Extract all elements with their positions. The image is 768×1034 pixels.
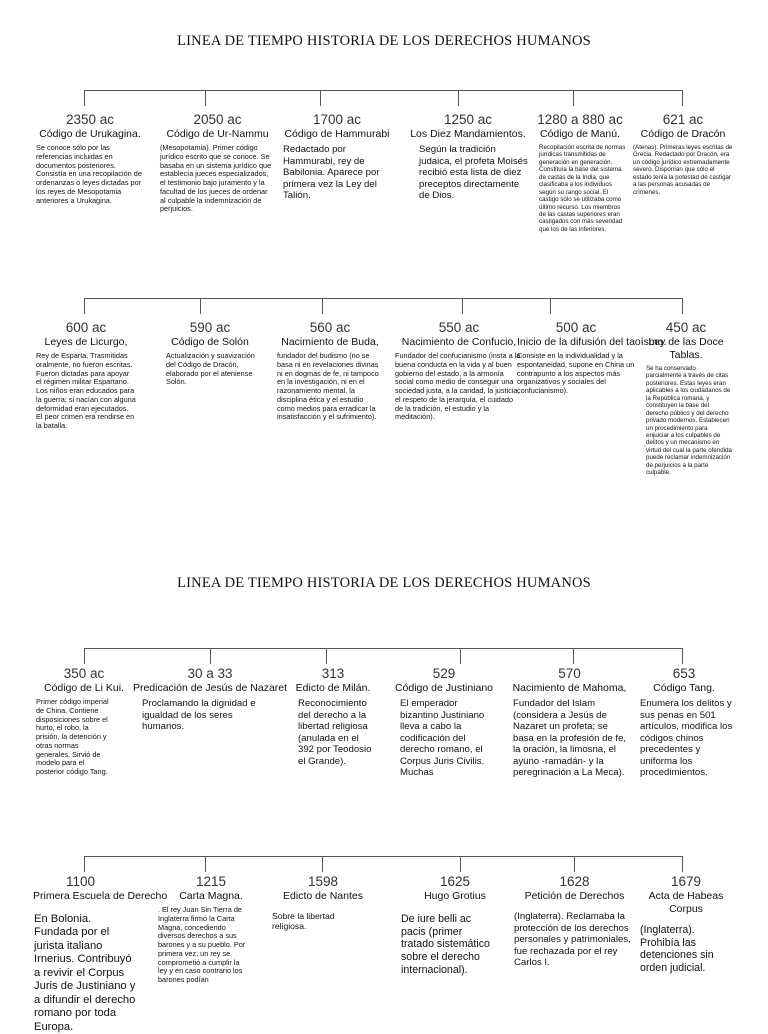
timeline-event — [517, 320, 667, 396]
timeline-tick — [682, 856, 683, 872]
event-year: 1628 — [559, 874, 590, 889]
timeline-tick — [84, 298, 85, 314]
timeline-tick — [205, 90, 206, 106]
event-year: 1700 ac — [312, 112, 362, 127]
event-year: 1679 — [670, 874, 702, 889]
timeline-event — [277, 320, 383, 422]
timeline-event — [634, 874, 738, 975]
timeline-event — [160, 320, 260, 387]
timeline-tick — [322, 856, 323, 872]
event-description: De iure belli ac pacis (primer tratado sistemático sobre el derecho internacional). — [401, 913, 490, 976]
event-title: Código de Justiniano — [394, 682, 494, 694]
event-description: Primer código imperial de China. Contiene disposiciones sobre el hurto, el robo, la prisión, la detención y otras normas generales. Sirvió de modelo para el posterior código Tang. — [36, 697, 109, 776]
event-title: Hugo Grotius — [424, 890, 486, 902]
event-year: 1280 a 880 ac — [537, 112, 623, 127]
event-year: 529 — [432, 666, 456, 681]
timeline-tick — [682, 298, 683, 314]
timeline-event — [36, 320, 136, 431]
event-title: Código de Ur-Nammu — [166, 128, 269, 140]
event-description: Sobre la libertad religiosa. — [272, 911, 335, 932]
event-title: Nacimiento de Mahoma, — [512, 682, 627, 694]
event-description: (Inglaterra). Reclamaba la protección de los derechos personales y patrimoniales, fue rechazada por el rey Carlos I. — [514, 911, 631, 968]
event-title: Edicto de Milán. — [295, 682, 371, 694]
event-year: 1598 — [307, 874, 339, 889]
event-title: Nacimiento de Buda, — [281, 336, 379, 348]
timeline-event — [160, 112, 275, 214]
event-title: Código de Solón — [171, 336, 249, 348]
timeline-event — [290, 666, 376, 767]
event-description: Consiste en la individualidad y la espontaneidad, supone en China un contrapunto a los aspectos más organizativos y sociales del confucianismo). — [517, 351, 635, 395]
event-description: Fundador del confucianismo (insta a la buena conducta en la vida y al buen gobierno del estado, a la armonía social como medio de conseguir una sociedad justa, a la caridad, la justicia, el respeto de la jerarquía, el cuidado de la tradición, el estudio y la meditación). — [395, 351, 521, 422]
event-description: En Bolonia. Fundada por el jurista italiano Irnerius. Contribuyó a revivir el Corpus Juris de Justiniano y a difundir el derecho romano por toda Europa. — [34, 913, 136, 1033]
event-year: 450 ac — [665, 320, 707, 335]
event-title: Primera Escuela de Derecho — [33, 890, 168, 902]
event-description: (Atenas). Primeras leyes escritas de Grecia. Redactado por Dracón, era un código jurídico extremadamente severo. Disponían que sólo el estado tenía la potestad de castigar a las personas acusadas de crímenes. — [633, 144, 733, 196]
event-description: Redactado por Hammurabi, rey de Babilonia. Aparece por primera vez la Ley del Talión. — [283, 144, 380, 201]
timeline-event — [36, 112, 144, 205]
timeline-event — [30, 874, 168, 1034]
timeline-tick — [205, 856, 206, 872]
event-year: 1215 — [195, 874, 227, 889]
timeline-tick — [462, 298, 463, 314]
event-year: 621 ac — [662, 112, 704, 127]
event-description: El emperador bizantino Justiniano lleva a cabo la codificación del derecho romano, el Corpus Juris Civilis. Muchas — [400, 698, 485, 778]
event-year: 500 ac — [555, 320, 597, 335]
timeline-tick — [574, 856, 575, 872]
event-title: Edicto de Nantes — [283, 890, 363, 902]
event-description: Recopilación escrita de normas jurídicas transmitidas de generación en generación. Constituía la base del sistema de castas de la India, que clasificaba a los individuos según su rango social. El castigo sólo se utilizaba como último recurso. Los miembros de las castas superiores eran castigados con más severidad que los de las inferiores. — [539, 144, 626, 233]
timeline-tick — [573, 648, 574, 664]
timeline-tick — [550, 298, 551, 314]
event-title: Carta Magna. — [179, 890, 243, 902]
timeline-event — [130, 666, 290, 733]
timeline-event — [407, 112, 529, 202]
timeline-tick — [84, 90, 85, 106]
event-year: 1625 — [439, 874, 471, 889]
timeline-tick — [682, 90, 683, 106]
event-title: Acta de Habeas Corpus — [648, 890, 724, 915]
event-year: 590 ac — [189, 320, 231, 335]
event-year: 2350 ac — [65, 112, 115, 127]
event-description: Se ha conservado parcialmente a través de citas posteriores. Estas leyes eran aplicables a los ciudadanos de la República romana, y constituyen la base del derecho público y del derecho privado modernos. Establecen un procedimiento para enjuiciar a los culpables de delitos y un mecanismo en virtud del cual la parte ofendida puede reclamar indemnización de perjuicios a la parte culpable. — [646, 365, 732, 477]
timeline-tick — [210, 648, 211, 664]
timeline-tick — [322, 298, 323, 314]
timeline-event — [268, 874, 378, 932]
timeline-line — [84, 856, 682, 857]
event-year: 550 ac — [438, 320, 480, 335]
event-description: Reconocimiento del derecho a la libertad religiosa (anulada en el 392 por Teodosio el Grande). — [298, 698, 372, 767]
event-year: 30 a 33 — [187, 666, 233, 681]
event-year: 2050 ac — [193, 112, 242, 127]
timeline-tick — [573, 90, 574, 106]
event-year: 313 — [321, 666, 345, 681]
event-title: Código Tang. — [653, 682, 715, 694]
timeline-tick — [84, 856, 85, 872]
timeline-event — [283, 112, 391, 202]
timeline-tick — [200, 298, 201, 314]
event-title: Inicio de la difusión del taoísmo. — [517, 336, 667, 348]
timeline-event — [32, 666, 136, 777]
timeline-event — [507, 666, 632, 779]
timeline-tick — [458, 90, 459, 106]
event-title: Código de Li Kui. — [44, 682, 124, 694]
event-year: 560 ac — [309, 320, 351, 335]
event-title: Predicación de Jesús de Nazaret — [132, 682, 288, 694]
event-title: Código de Hammurabi — [284, 128, 390, 140]
timeline-tick — [460, 648, 461, 664]
event-year: 1250 ac — [443, 112, 493, 127]
event-description: Proclamando la dignidad e igualdad de los seres humanos. — [142, 698, 256, 732]
event-year: 653 — [672, 666, 696, 681]
timeline-event — [156, 874, 266, 985]
timeline-tick — [460, 856, 461, 872]
event-description: Se conoce sólo por las referencias incluidas en documentos posteriores. Consistía en una recopilación de ordenanzas o leyes dictadas por los reyes de Mesopotamia anteriores a Urukagina. — [36, 143, 142, 205]
timeline-line — [84, 298, 682, 299]
event-description: . El rey Juan Sin Tierra de Inglaterra firmó la Carta Magna, concediendo diversos derechos a sus barones y a su pueblo. Por primera vez, un rey se comprometió a cumplir la ley y en caso contrario los barones podían — [158, 905, 246, 984]
event-description: Actualización y suavización del Código de Dracón, elaborado por el ateniense Solón. — [166, 351, 255, 387]
event-year: 350 ac — [63, 666, 105, 681]
event-title: Código de Urukagina. — [39, 128, 141, 140]
timeline-event — [632, 666, 736, 779]
event-year: 1100 — [66, 874, 96, 889]
page-title-2: LINEA DE TIEMPO HISTORIA DE LOS DERECHOS HUMANOS — [177, 575, 591, 591]
event-description: (Inglaterra). Prohibía las detenciones sin orden judicial. — [640, 924, 714, 975]
timeline-event — [633, 112, 733, 196]
timeline-tick — [326, 648, 327, 664]
event-title: Código de Manú. — [540, 128, 620, 140]
timeline-event — [395, 320, 523, 422]
timeline-event — [388, 666, 500, 779]
event-description: Fundador del Islam (considera a Jesús de Nazaret un profeta; se basa en la profesión de fe, la oración, la limosna, el ayuno -ramadán- y la peregrinación a La Meca). — [513, 698, 627, 778]
event-title: Nacimiento de Confucio, — [401, 336, 517, 348]
timeline-line — [84, 90, 682, 91]
event-description: Enumera los delitos y sus penas en 501 artículos, modifica los códigos chinos precedentes y uniforma los procedimientos. — [640, 698, 733, 778]
timeline-tick — [84, 648, 85, 664]
page-title: LINEA DE TIEMPO HISTORIA DE LOS DERECHOS HUMANOS — [177, 33, 591, 49]
event-title: Los Diez Mandamientos. — [410, 128, 526, 140]
timeline-event — [512, 874, 637, 969]
event-title: Leyes de Licurgo, — [44, 336, 128, 348]
event-description: Rey de Esparta. Trasmitidas oralmente, no fueron escritas. Fueron dictadas para apoyar el régimen militar Espartano. Los niños eran educados para la guerra; si nacían con alguna deformidad eran ejecutados. El peor crimen era rendirse en la batalla. — [36, 351, 136, 430]
timeline-tick — [682, 648, 683, 664]
event-description: (Mesopotamia). Primer código jurídico escrito que se conoce. Se basaba en un sistema jurídico que establecía jueces especializados, el testimonio bajo juramento y la facultad de los jueces de ordenar al culpable la indemnización de perjuicios. — [160, 143, 272, 214]
event-title: Petición de Derechos — [524, 890, 625, 902]
timeline-tick — [320, 90, 321, 106]
timeline-event — [395, 874, 515, 977]
timeline-line — [84, 648, 682, 649]
event-year: 600 ac — [65, 320, 107, 335]
timeline-event — [640, 320, 732, 477]
event-description: Según la tradición judaica, el profeta Moisés recibió esta lista de diez preceptos directamente de Dios. — [419, 144, 528, 201]
event-title: Código de Dracón — [640, 128, 726, 140]
timeline-event — [533, 112, 627, 233]
event-year: 570 — [558, 666, 581, 681]
event-title: Ley de las Doce Tablas. — [648, 336, 724, 361]
event-description: fundador del budismo (no se basa ni en revelaciones divinas ni en dogmas de fe, ni tampoco en la investigación, ni en el razonamiento mental, la disciplina ética y el estudio como medios para erradicar la insatisfacción y el sufrimiento). — [277, 351, 379, 422]
